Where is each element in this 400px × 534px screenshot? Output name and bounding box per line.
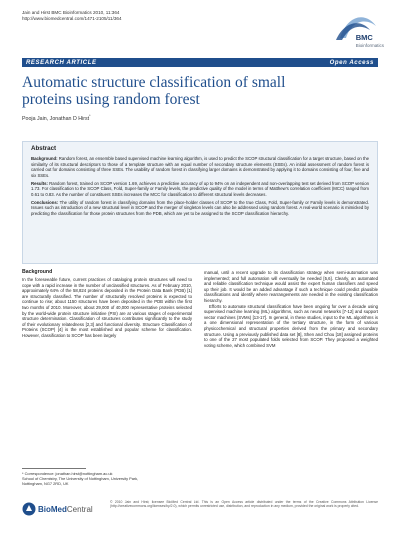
citation-line: Jain and Hirst BMC Bioinformatics 2010, 11:364: [22, 10, 120, 15]
author-list: [22, 114, 91, 122]
author-names: Pooja Jain, Jonathan D Hirst: [22, 115, 90, 122]
body-paragraph: manual, until a recent upgrade to its classification strategy when semi-automation was implemented; and full automation will eventually be needed [5,6]. Clearly, an automated and reliable classification technique would assist the expert human classifiers and speed up their job. It would be an added advantage if such a technique could predict plausible classifications and identify where rearrangements are needed in the existing classification hierarchy.: [204, 270, 378, 303]
results-label: Results:: [31, 180, 48, 186]
abstract-background: [31, 156, 369, 178]
background-label: Background:: [31, 156, 58, 161]
correspondence-address: School of Chemistry, The University of Nottingham, University Park,: [22, 476, 139, 481]
correspondence-note: [22, 471, 192, 486]
background-text: Random forest, an ensemble based supervised machine learning algorithm, is used to predict the SCOP structural classification for a target structure, based on the similarity of its structural descriptors to those of a template structure with an equal number of secondary structure elements (SSEs). An initial assessment of random forest is carried out for domains consisting of three SSEs. The usability of random forest in classifying larger domains is demonstrated by applying it to domains consisting of four, five and six SSEs.: [31, 156, 369, 178]
open-access-label: Open Access: [329, 59, 374, 66]
correspondence-address: Nottingham, NG7 2RD, UK: [22, 481, 69, 486]
publisher-sub: Central: [66, 504, 93, 514]
abstract-conclusions: [31, 200, 369, 217]
citation-url[interactable]: http://www.biomedcentral.com/1471-2105/11/364: [22, 16, 122, 21]
body-right-column: [204, 270, 378, 348]
body-paragraph: Efforts to automate structural classification have been ongoing for over a decade using supervised machine learning (ML) algorithms, such as neural networks [7-12] and support vector machines (SVMs) [13-17]. In general, in these studies, input to the ML algorithms is a one dimensional representation of the tertiary structure, in the form of various physicochemical and structural properties derived from the primary and secondary structure. Using a previously published data set [8], Shen and Chou [18] assigned proteins to one of the 27 most populated folds selected from SCOP. They proposed a weighted voting scheme, which combined SVM: [204, 303, 378, 348]
abstract-results: [31, 181, 369, 198]
section-heading-background: Background: [22, 269, 53, 275]
publisher-logo: [22, 500, 102, 518]
abstract-body: [31, 156, 369, 219]
article-type-bar: [22, 58, 378, 67]
corresponding-mark: *: [89, 114, 91, 118]
footnote-divider: [22, 468, 86, 469]
correspondence-email[interactable]: * Correspondence: jonathan.hirst@nottingham.ac.uk: [22, 471, 113, 476]
logo-bmc: BMC: [355, 33, 373, 42]
body-left-column: [22, 270, 192, 339]
biomed-central-icon: [22, 502, 36, 516]
logo-journal: Bioinformatics: [355, 43, 384, 48]
journal-citation: [22, 10, 252, 22]
conclusions-text: The utility of random forest in classifying domains from the place-holder classes of SCOP to the true Class, Fold, Super-family or Family levels is demonstrated. Issues such as introduction of a new structural level in SCOP and the merger of singleton levels can also be addressed using random forest. A real-world scenario is mimicked by predicting the classification for those protein structures from the PDB, which are yet to be assigned to the SCOP classification hierarchy.: [31, 199, 369, 216]
journal-logo-text: [356, 34, 384, 50]
copyright-notice: © 2010 Jain and Hirst; licensee BioMed Central Ltd. This is an Open Access article distributed under the terms of the Creative Commons Attribution License (http://creativecommons.org/licenses/by/2.0), which permits unrestricted use, distribution, and reproduction in any medium, provided the original work is properly cited.: [110, 500, 378, 509]
abstract-heading: Abstract: [31, 145, 57, 152]
publisher-name: [38, 505, 93, 514]
results-text: Random forest, trained on SCOP version 1.69, achieves a predictive accuracy of up to 94% on an independent and non-overlapping test set derived from SCOP version 1.73. For classification to the SCOP Class, Fold, Super-family or Family levels, the predictive quality of the model in terms of Matthew's correlation coefficient (MCC) ranged from 0.61 to 0.83. As the number of constituent SSEs increases the MCC for classification to different structural levels decreases.: [31, 180, 369, 197]
body-paragraph: In the foreseeable future, current practices of cataloging protein structures will need to cope with a rapid increase in the number of unclassified structures. As of February 2010, approximately 64% of the 58,824 proteins deposited in the Protein Data Bank (PDB) [1] are structurally classified. The number of structurally resolved proteins is expected to continue to rise; about 1150 structures have been deposited in the PDB within the first two months of 2010. Moreover, about 29,000 of 40,000 representative proteins selected by the world-wide protein structure initiative (PSI) are at various stages of experimental structure determination. Classification of structures contributes significantly to the study of their evolutionary relatedness [2,3] and functional diversity. Structure Classification of Proteins (SCOP) [4] is the most established and popular scheme for classification. However, classification to SCOP has been largely: [22, 276, 192, 338]
article-title: Automatic structure classification of small proteins using random forest: [22, 74, 286, 108]
conclusions-label: Conclusions:: [31, 199, 59, 205]
article-type-label: RESEARCH ARTICLE: [26, 59, 97, 66]
publisher-main: BioMed: [38, 504, 67, 514]
